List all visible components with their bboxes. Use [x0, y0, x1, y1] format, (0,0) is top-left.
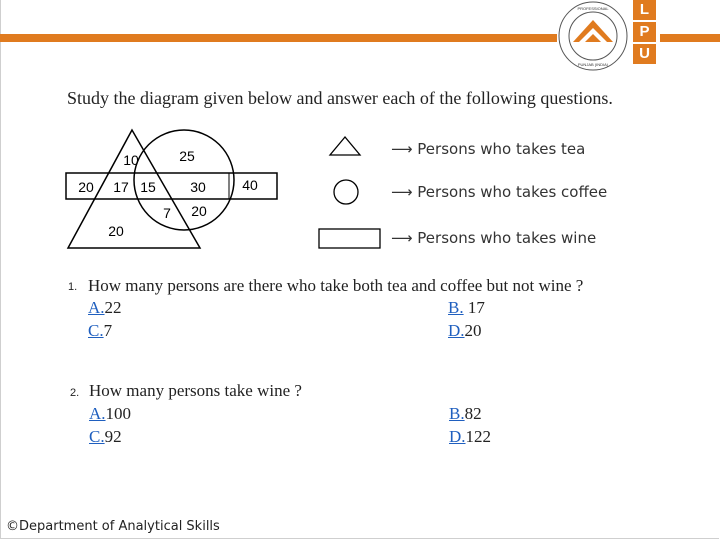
- option-letter[interactable]: B.: [448, 298, 464, 317]
- num-tea-coffee: 10: [123, 152, 139, 168]
- option-value: 17: [467, 298, 485, 317]
- option-letter[interactable]: A.: [88, 298, 105, 317]
- option-letter[interactable]: D.: [448, 321, 465, 340]
- question-1-text: How many persons are there who take both tea and coffee but not wine ?: [88, 276, 584, 295]
- num-wine-only: 40: [242, 177, 258, 193]
- instruction-text: Study the diagram given below and answer each of the following questions.: [67, 88, 613, 108]
- num-coffee-lower: 20: [191, 203, 207, 219]
- header-accent-bar-left: [0, 34, 557, 42]
- question-2-option-d[interactable]: [449, 427, 491, 447]
- legend-label-wine: Persons who takes wine: [417, 229, 597, 247]
- option-value: 100: [105, 404, 132, 423]
- venn-diagram: [62, 124, 287, 254]
- option-value: 7: [103, 321, 113, 340]
- legend-label-coffee: Persons who takes coffee: [417, 183, 608, 201]
- arrow-icon: ⟶: [391, 183, 413, 201]
- question-1-number: 1.: [68, 281, 78, 293]
- arrow-icon: ⟶: [391, 140, 413, 158]
- legend-item-coffee: [391, 183, 607, 201]
- university-seal-logo: [557, 0, 629, 72]
- num-tea-wine: 17: [113, 179, 129, 195]
- option-value: 92: [104, 427, 122, 446]
- logo-letter-u: U: [633, 44, 656, 64]
- circle-icon: [331, 177, 361, 207]
- triangle-icon: [328, 135, 362, 157]
- arrow-icon: ⟶: [391, 229, 413, 247]
- legend-item-wine: [391, 229, 596, 247]
- svg-text:PUNJAB (INDIA): PUNJAB (INDIA): [577, 62, 609, 67]
- option-letter[interactable]: B.: [449, 404, 465, 423]
- question-2-number: 2.: [70, 387, 80, 399]
- legend-label-tea: Persons who takes tea: [417, 140, 586, 158]
- logo-letter-p: P: [633, 22, 656, 42]
- num-coffee-tea-lower: 7: [163, 205, 171, 221]
- question-1-option-c[interactable]: [88, 321, 112, 341]
- header-accent-bar-right: [660, 34, 720, 42]
- option-letter[interactable]: D.: [449, 427, 466, 446]
- question-1-option-a[interactable]: [88, 298, 122, 318]
- footer-copyright: ©Department of Analytical Skills: [6, 519, 220, 534]
- question-2-text: How many persons take wine ?: [89, 381, 302, 400]
- question-2-option-c[interactable]: [89, 427, 122, 447]
- num-tea-coffee-wine: 15: [140, 179, 156, 195]
- num-coffee-wine: 30: [190, 179, 206, 195]
- rectangle-icon: [318, 228, 382, 250]
- option-value: 20: [464, 321, 482, 340]
- question-2-option-a[interactable]: [89, 404, 131, 424]
- num-coffee-only: 25: [179, 148, 195, 164]
- option-value: 82: [464, 404, 482, 423]
- question-1-option-d[interactable]: [448, 321, 482, 341]
- option-value: 22: [104, 298, 122, 317]
- option-letter[interactable]: C.: [88, 321, 104, 340]
- num-tea-only-in-wine: 20: [78, 179, 94, 195]
- svg-text:PROFESSIONAL: PROFESSIONAL: [577, 6, 609, 11]
- question-1-option-b[interactable]: [448, 298, 485, 318]
- logo-letter-l: L: [633, 0, 656, 20]
- question-2-option-b[interactable]: [449, 404, 482, 424]
- option-value: 122: [465, 427, 492, 446]
- option-letter[interactable]: A.: [89, 404, 106, 423]
- num-tea-bottom: 20: [108, 223, 124, 239]
- option-letter[interactable]: C.: [89, 427, 105, 446]
- legend-item-tea: [391, 140, 585, 158]
